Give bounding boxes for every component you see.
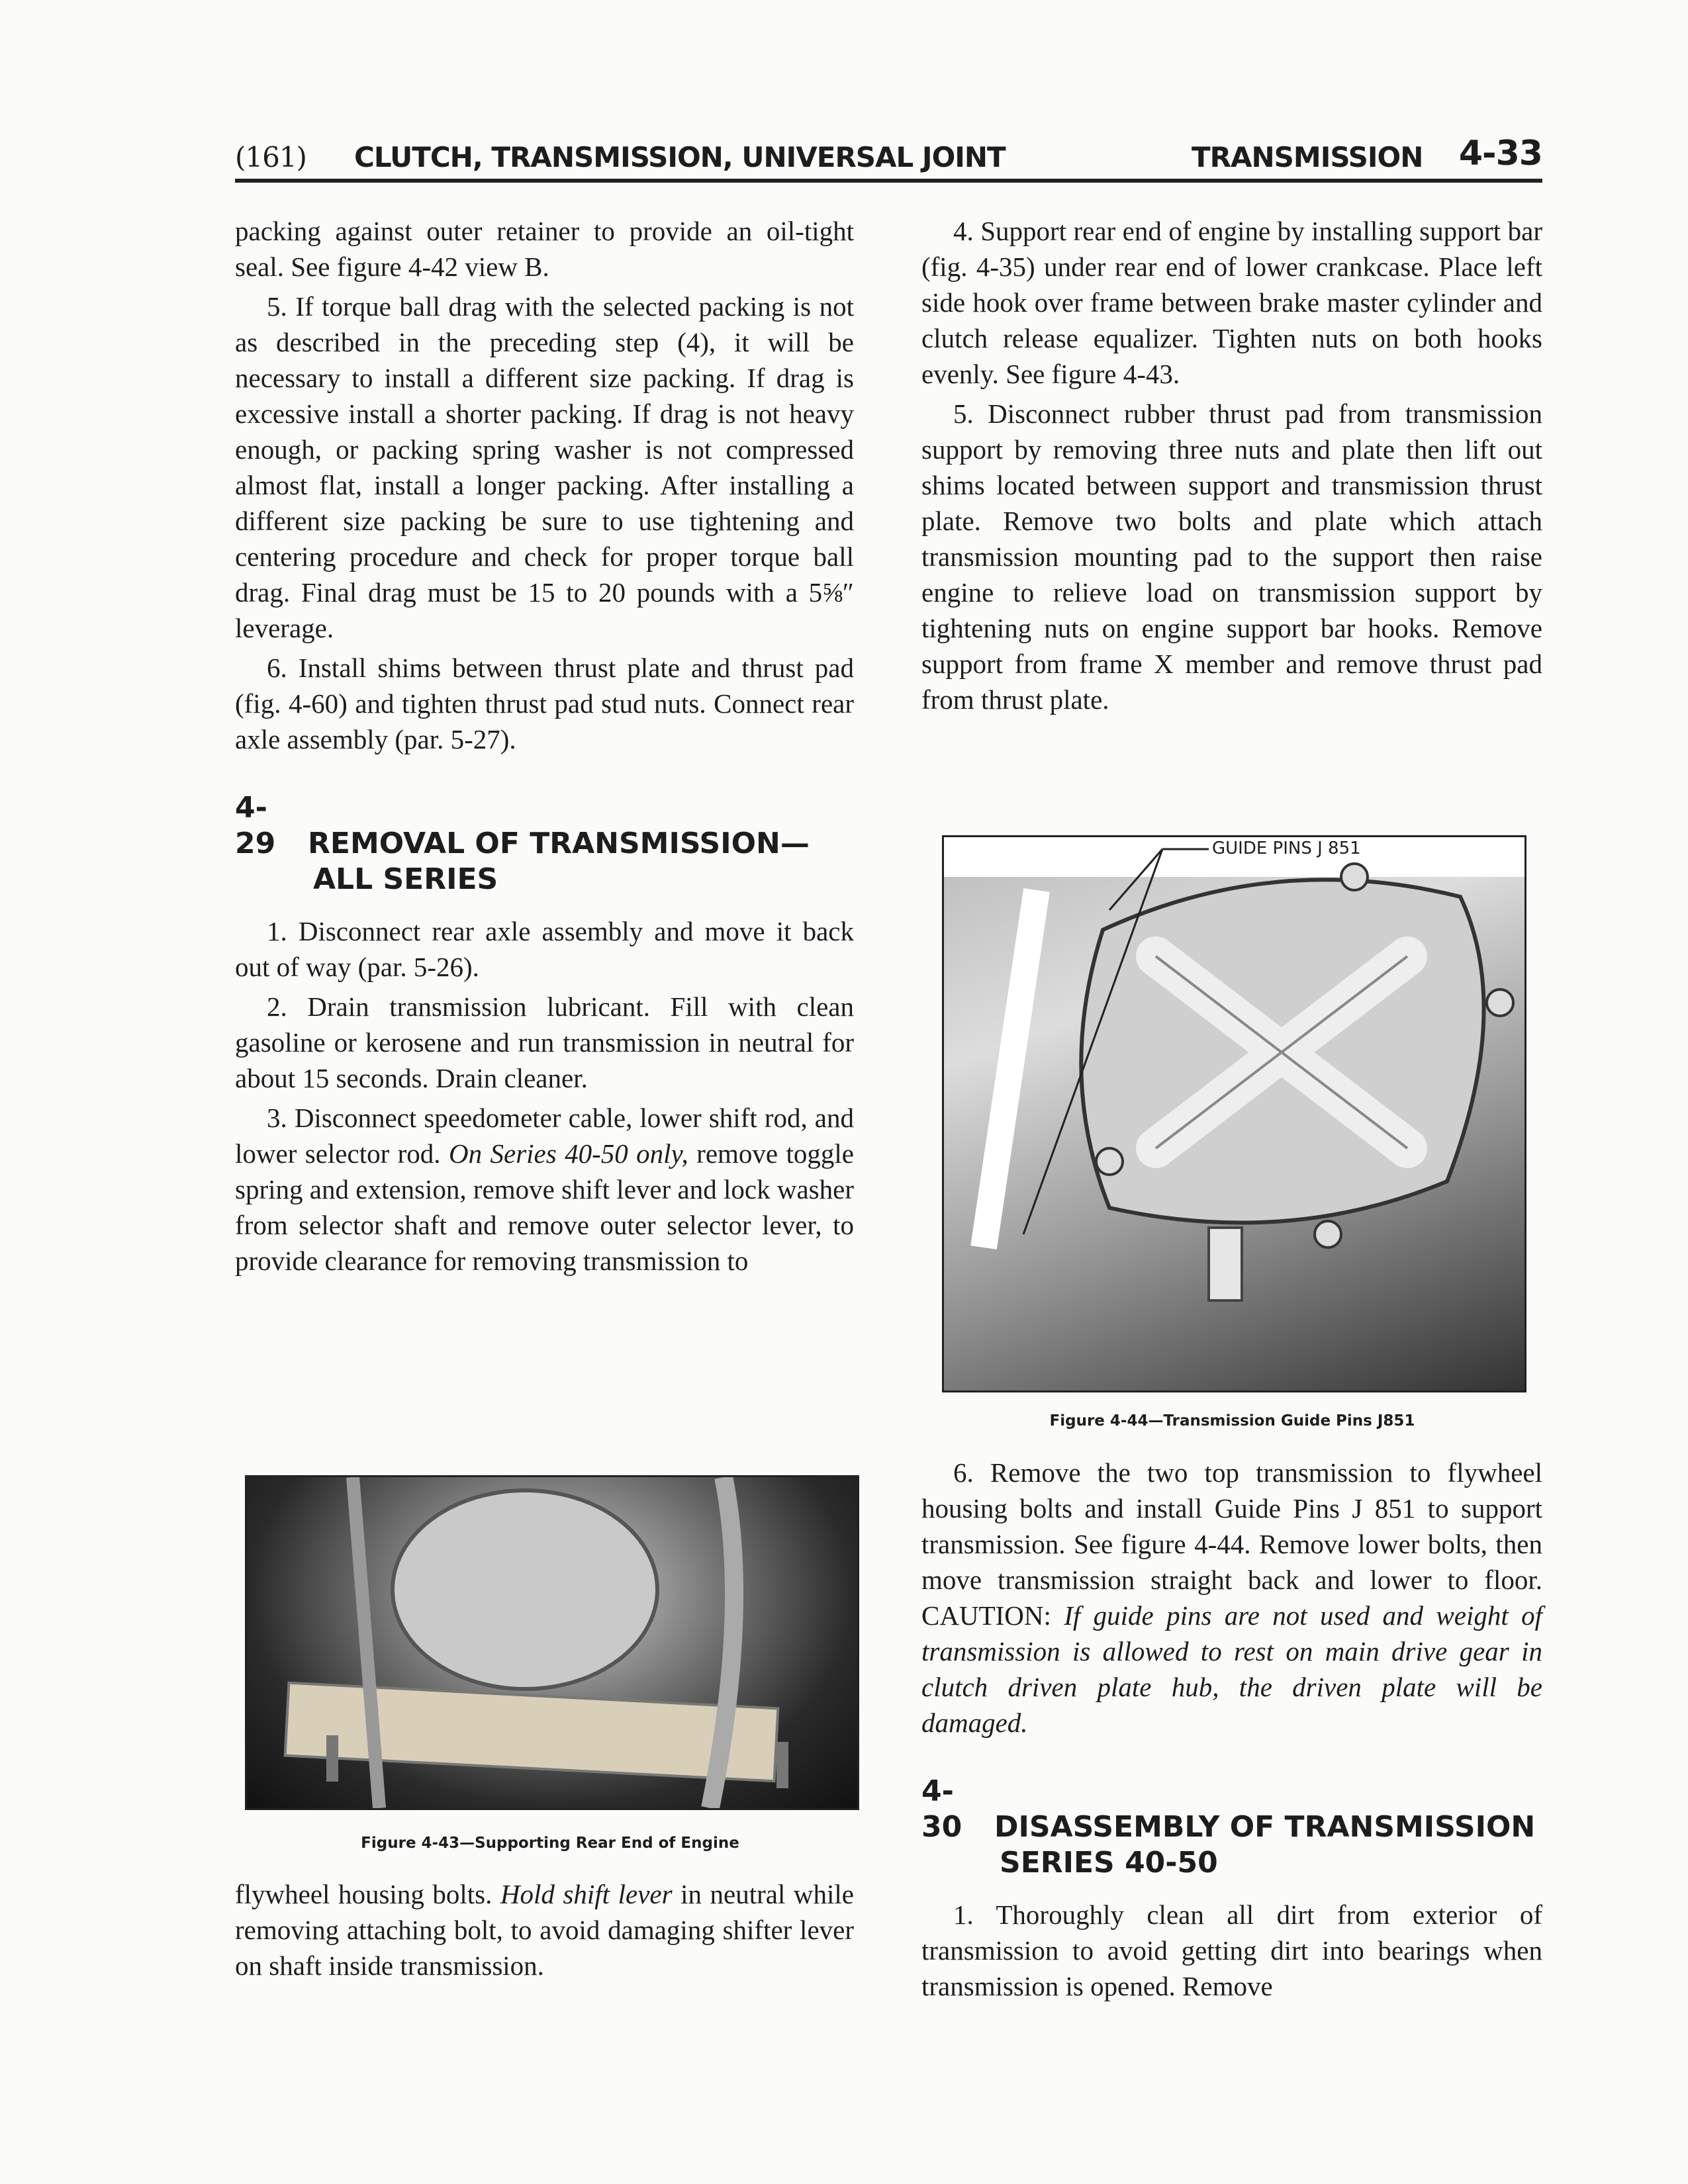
guide-pins-label: GUIDE PINS J 851 (1212, 839, 1361, 858)
paragraph: packing against outer retainer to provide an oil-tight seal. See figure 4-42 view B. (235, 216, 854, 282)
step-text: 6. Remove the two top transmission to flywheel housing bolts and install Guide Pins J 851 to support transmission. See figure 4-44. Remove lower bolts, then move transmission straight back and lower to floor. CAUTION: (921, 1457, 1542, 1631)
right-column (921, 213, 1542, 721)
heading-number: 4-29 (235, 791, 276, 860)
step-italic: If guide pins are not used and weight of transmission is allowed to rest on main drive gear in clutch driven plate hub, the driven plate will be damaged. (921, 1600, 1542, 1738)
heading-line-2: ALL SERIES (313, 862, 498, 896)
paragraph-text: in neutral while removing attaching bolt, to avoid damaging shifter lever on shaft inside transmission. (235, 1879, 854, 1981)
step-text: 3. Disconnect speedometer cable, lower shift rod, and lower selector rod. (235, 1103, 854, 1169)
step-text: remove toggle spring and extension, remove shift lever and lock washer from selector shaft and remove outer selector lever, to provide clearance for removing transmission to (235, 1138, 855, 1276)
page-number: (161) (235, 141, 306, 173)
figure-4-44-caption: Figure 4-44—Transmission Guide Pins J851 (1049, 1412, 1415, 1430)
section-heading (235, 790, 854, 897)
paragraph-text: flywheel housing bolts. (235, 1879, 500, 1909)
heading-number: 4-30 (921, 1774, 962, 1844)
step (235, 1100, 854, 1279)
heading-line-1: DISASSEMBLY OF TRANSMISSION (994, 1810, 1536, 1844)
step: 5. Disconnect rubber thrust pad from transmission support by removing three nuts and plate then lift out shims located between support and transmission thrust plate. Remove two bolts and plate which attach transmission mounting pad to the support then raise engine to relieve load on transmission support by tightening nuts on engine support bar hooks. Remove support from frame X member and remove thrust pad from thrust plate. (921, 398, 1542, 715)
right-column-continued (921, 1455, 1542, 2008)
page-id: 4-33 (1458, 134, 1542, 173)
page-header (235, 132, 1542, 183)
step (921, 1455, 1542, 1741)
paragraph (235, 1876, 854, 1983)
step: 4. Support rear end of engine by installing support bar (fig. 4-35) under rear end of lower crankcase. Place left side hook over frame between brake master cylinder and clutch release equalizer. Tighten nuts on both hooks evenly. See figure 4-43. (921, 216, 1542, 389)
figure-4-43-photo (245, 1475, 859, 1810)
heading-line-1: REMOVAL OF TRANSMISSION— (308, 827, 810, 860)
step: 1. Thoroughly clean all dirt from exterior of transmission to avoid getting dirt into bearings when transmission is opened. Remove (921, 1899, 1542, 2001)
paragraph: 5. If torque ball drag with the selected packing is not as described in the preceding step (4), it will be necessary to install a different size packing. If drag is excessive install a shorter packing. If drag is not heavy enough, or packing spring washer is not compressed almost flat, install a longer packing. After installing a different size packing be sure to use tightening and centering procedure and check for proper torque ball drag. Final drag must be 15 to 20 pounds with a 5⅝″ leverage. (235, 291, 854, 643)
section-title: TRANSMISSION (1192, 141, 1423, 173)
step: 1. Disconnect rear axle assembly and move it back out of way (par. 5-26). (235, 916, 854, 982)
paragraph: 6. Install shims between thrust plate and thrust pad (fig. 4-60) and tighten thrust pad stud nuts. Connect rear axle assembly (par. 5-27). (235, 653, 854, 754)
step: 2. Drain transmission lubricant. Fill with clean gasoline or kerosene and run transmission in neutral for about 15 seconds. Drain cleaner. (235, 991, 854, 1093)
heading-line-2: SERIES 40-50 (1000, 1846, 1218, 1880)
figure-4-44-photo (942, 835, 1526, 1392)
figure-4-43-caption: Figure 4-43—Supporting Rear End of Engine (361, 1835, 739, 1852)
transmission-cover-illustration (944, 837, 1524, 1390)
step-italic: On Series 40-50 only, (448, 1138, 688, 1169)
chapter-title: CLUTCH, TRANSMISSION, UNIVERSAL JOINT (354, 141, 1006, 173)
left-column (235, 213, 854, 1283)
engine-photo-illustration (247, 1477, 857, 1808)
section-heading (921, 1774, 1542, 1881)
left-column-continued (235, 1876, 854, 1987)
paragraph-italic: Hold shift lever (500, 1879, 673, 1909)
